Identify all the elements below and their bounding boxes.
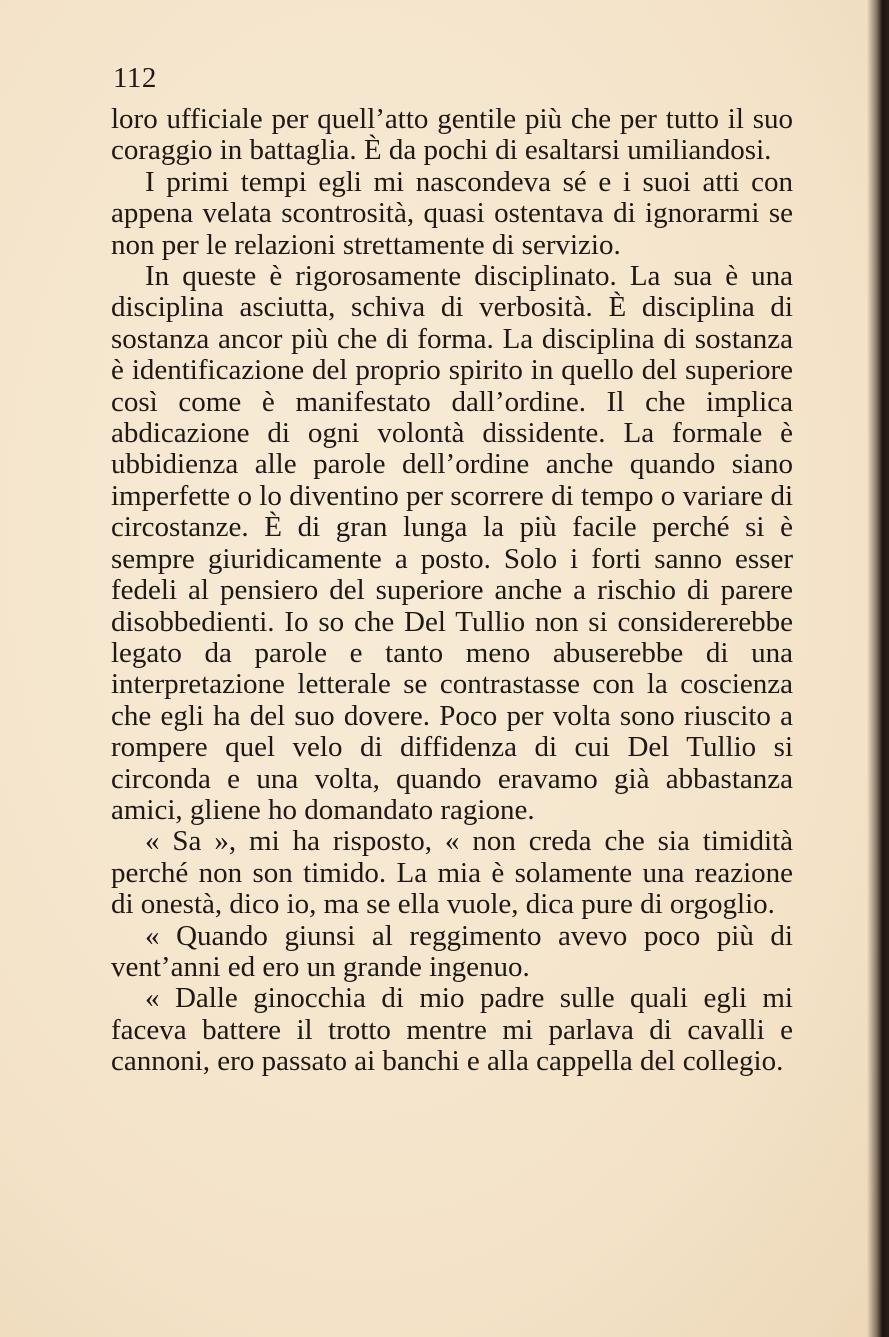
paragraph: In queste è rigorosamente disciplinato. La sua è una disciplina asciutta, schiva di verbosità. È disciplina di sostanza ancor più che di forma. La disciplina di sostanza è identificazione del proprio spirito in quello del superiore così come è manifestato dall’ordine. Il che implica abdicazione di ogni volontà dissidente. La formale è ubbidienza alle parole dell’ordine anche quando siano imperfette o lo diventino per scorrere di tempo o variare di circostanze. È di gran lunga la più facile perché si è sempre giuridicamente a posto. Solo i forti sanno esser fedeli al pensiero del superiore anche a rischio di parere disobbedienti. Io so che Del Tullio non si considererebbe legato da parole e tanto meno abuserebbe di una interpretazione letterale se contrastasse con la coscienza che egli ha del suo dovere. Poco per volta sono riuscito a rompere quel velo di diffidenza di cui Del Tullio si circonda e una volta, quando eravamo già abbastanza amici, gliene ho domandato ragione. [111, 260, 793, 826]
page-number: 112 [113, 62, 157, 94]
body-text [111, 104, 793, 1078]
paragraph: loro ufficiale per quell’atto gentile più che per tutto il suo coraggio in battaglia. È da pochi di esaltarsi umiliandosi. [111, 103, 793, 167]
paragraph: « Dalle ginocchia di mio padre sulle quali egli mi faceva battere il trotto mentre mi parlava di cavalli e cannoni, ero passato ai banchi e alla cappella del collegio. [111, 982, 793, 1078]
paragraph: « Sa », mi ha risposto, « non creda che sia timidità perché non son timido. La mia è solamente una reazione di onestà, dico io, ma se ella vuole, dica pure di orgoglio. [111, 825, 793, 921]
paragraph: « Quando giunsi al reggimento avevo poco più di vent’anni ed ero un grande ingenuo. [111, 919, 793, 983]
paragraph: I primi tempi egli mi nascondeva sé e i suoi atti con appena velata scontrosità, quasi ostentava di ignorarmi se non per le relazioni strettamente di servizio. [111, 165, 793, 261]
book-spine-shadow [867, 0, 889, 1337]
